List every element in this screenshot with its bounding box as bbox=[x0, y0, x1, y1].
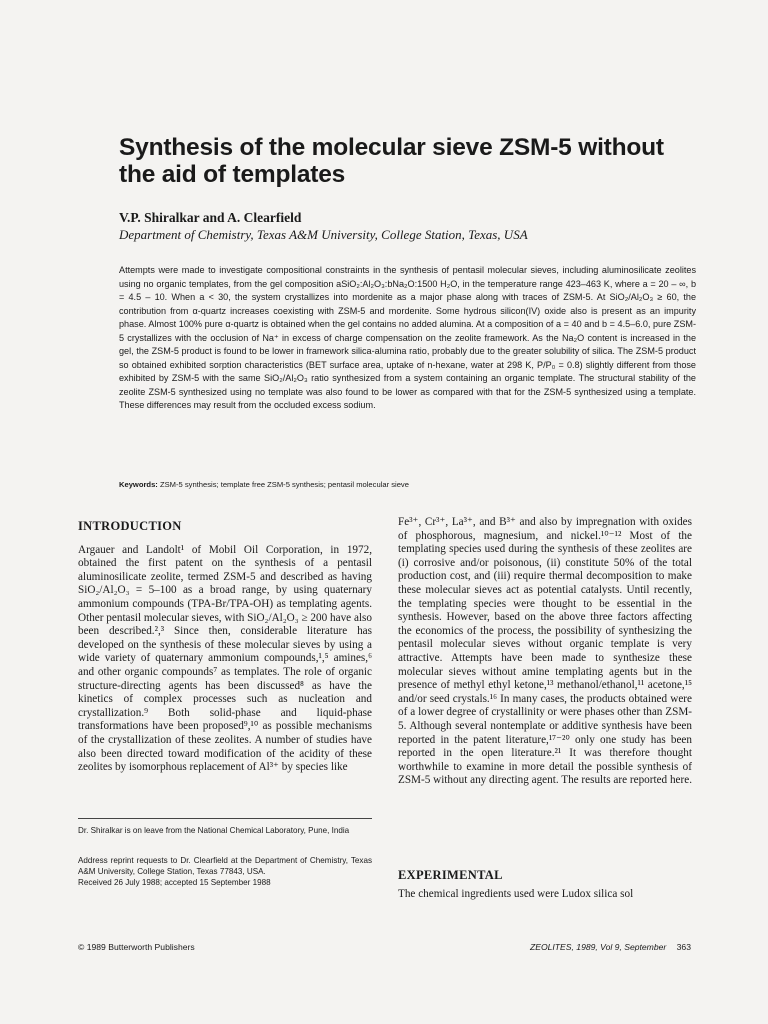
journal-footer bbox=[530, 942, 691, 952]
right-column bbox=[398, 516, 692, 788]
authors: V.P. Shiralkar and A. Clearfield bbox=[119, 210, 302, 225]
footnote-divider bbox=[78, 818, 372, 819]
keywords-line bbox=[119, 480, 696, 489]
intro-heading: INTRODUCTION bbox=[78, 519, 182, 533]
intro-paragraph-left: Argauer and Landolt¹ of Mobil Oil Corporation, in 1972, obtained the first patent on the synthesis of a pentasil aluminosilicate zeolite, termed ZSM-5 and described as having SiO₂/Al₂O₃ = 5–100 as a broad range, by using quaternary ammonium compounds (TPA-Br/TPA-OH) as templating agents. Other pentasil molecular sieves, with SiO₂/Al₂O₃ ≥ 200 have also been described.²,³ Since then, considerable literature has developed on the synthesis of these molecular sieves by using a wide variety of quaternary ammonium compounds,¹,⁵ amines,⁶ and other organic compounds⁷ as templates. The role of organic structure-directing agents has been discussed⁸ as have the kinetics of complex processes such as nucleation and crystallization.⁹ Both solid-phase and liquid-phase transformations have been proposed⁹,¹⁰ as possible mechanisms of the crystallization of these zeolites. A number of studies have also been directed toward modification of the acidity of these zeolites by isomorphous replacement of Al³⁺ by species like bbox=[78, 543, 372, 774]
article-title: Synthesis of the molecular sieve ZSM-5 without the aid of templates bbox=[119, 134, 664, 188]
page-number: 363 bbox=[676, 942, 691, 952]
abstract: Attempts were made to investigate compositional constraints in the synthesis of pentasil molecular sieves, including aluminosilicate zeolites using no organic templates, from the gel composition aSiO₂:Al₂O₃:bNa₂O:1500 H₂O, in the temperature range 423–463 K, where a = 20 – ∞, b = 4.5 – 10. When a < 30, the system crystallizes into mordenite as a major phase along with traces of ZSM-5. At SiO₂/Al₂O₃ ≥ 60, the contribution from α-quartz increases coexisting with ZSM-5 and mordenite. Some hydrous silicon(IV) oxide also is present as an impurity phase. Almost 100% pure α-quartz is obtained when the gel contains no added alumina. At a composition of a = 40 and b = 4.5–6.0, pure ZSM-5 crystallizes with the occlusion of Na⁺ in excess of charge compensation on the zeolite framework. As the Na₂O content is increased in the gel, the ZSM-5 product is found to be lower in framework silica-alumina ratio, probably due to the greater solubility of silica. The ZSM-5 product so obtained exhibited sorption characteristics (BET surface area, uptake of n-hexane, water at 298 K, P/P₀ = 0.8) slightly different from those exhibited by ZSM-5 with the same SiO₂/Al₂O₃ ratio synthesized from a system containing an organic template. The structural stability of the zeolite ZSM-5 synthesized using no template was also found to be lower as compared with that for the ZSM-5 synthesized using a template. These differences may result from the occluded excess sodium. bbox=[119, 265, 696, 410]
author-footnote: Dr. Shiralkar is on leave from the National Chemical Laboratory, Pune, India bbox=[78, 826, 350, 835]
keywords-label: Keywords: bbox=[119, 480, 158, 489]
experimental-heading: EXPERIMENTAL bbox=[398, 868, 503, 882]
intro-paragraph-right: Fe³⁺, Cr³⁺, La³⁺, and B³⁺ and also by impregnation with oxides of phosphorous, magnesium, and nickel.¹⁰⁻¹² Most of the templating species used during the synthesis of these zeolites are (i) corrosive and/or poisonous, (ii) constitute 50% of the total production cost, and (iii) require thermal decomposition to make these molecular sieves act as potential catalysts. Until recently, the templating species were thought to be essential in the synthesis. However, based on the above three factors affecting the economics of the process, the possibility of synthesizing the pentasil molecular sieves without organic template is very attractive. Attempts have been made to synthesize these molecular sieves without amine templating agents but in the presence of methyl ethyl ketone,¹³ methanol/ethanol,¹¹ acetone,¹⁵ and/or seed crystals.¹⁶ In many cases, the products obtained were of a lower degree of crystallinity or were phases other than ZSM-5. Although several nontemplate or additive synthesis have been reported in the patent literature,¹⁷⁻²⁰ only one study has been reported in the open literature.²¹ It was therefore thought worthwhile to examine in more detail the possible synthesis of ZSM-5 without any directing agent. The results are reported here. bbox=[398, 516, 692, 787]
reprint-address: Address reprint requests to Dr. Clearfield at the Department of Chemistry, Texas A&M University, College Station, Texas 77843, USA. bbox=[78, 856, 372, 876]
keywords-text: ZSM-5 synthesis; template free ZSM-5 synthesis; pentasil molecular sieve bbox=[159, 480, 409, 489]
affiliation: Department of Chemistry, Texas A&M University, College Station, Texas, USA bbox=[119, 227, 528, 242]
left-column bbox=[78, 520, 372, 775]
journal-citation: ZEOLITES, 1989, Vol 9, September bbox=[529, 942, 667, 952]
correspondence-footnote bbox=[78, 856, 372, 888]
experimental-text: The chemical ingredients used were Ludox silica sol bbox=[398, 888, 634, 900]
copyright-notice: © 1989 Butterworth Publishers bbox=[78, 942, 195, 952]
received-dates: Received 26 July 1988; accepted 15 September 1988 bbox=[78, 877, 271, 887]
